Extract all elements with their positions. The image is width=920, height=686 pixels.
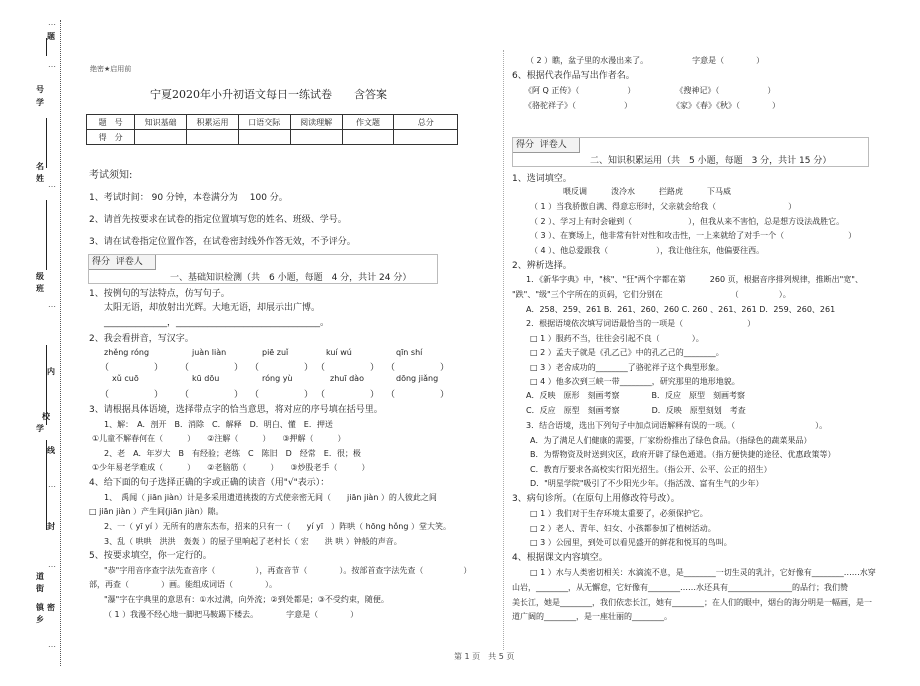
question-option: D．"明星学院"吸引了不少阳光少年。（指活泼、富有生气的少年） bbox=[530, 479, 764, 488]
sidebar-label: 封 bbox=[47, 522, 55, 531]
notice-item: 3、请在试卷指定位置作答，在试卷密封线外作答无效，不予评分。 bbox=[89, 237, 356, 247]
question-option: B．为帮物资及时送到灾区，政府开辟了绿色通道。（指方便快捷的途径、优惠政策等） bbox=[530, 450, 836, 459]
sidebar-label: 学 bbox=[36, 424, 44, 433]
table-header: 积累运用 bbox=[187, 115, 239, 130]
question-item[interactable]: 2．根据语境依次填写词语最恰当的一项是（ ） bbox=[526, 319, 756, 328]
question-item[interactable]: （ 4 ）、他总爱跟我（ ），我让他往东，他偏要往西。 bbox=[530, 246, 765, 255]
sidebar-dots: … bbox=[48, 300, 56, 309]
question: 6、根据代表作品写出作者名。 bbox=[512, 71, 635, 81]
question-item[interactable]: 《骆驼祥子》（ ） 《家》《春》《秋》（ ） bbox=[524, 101, 780, 110]
question: 4、给下面的句子选择正确的字或正确的读音（用"√"表示）： bbox=[89, 478, 330, 488]
question: 2、辨析选择。 bbox=[512, 261, 572, 271]
sidebar-dots: … bbox=[48, 560, 56, 569]
binding-mark bbox=[46, 118, 47, 168]
score-table bbox=[86, 114, 458, 145]
question-item[interactable]: "跌"、"级"三个字所在的页码，它们分别在 （ ）。 bbox=[512, 290, 791, 299]
binding-mark bbox=[46, 200, 47, 270]
pinyin: juàn liàn bbox=[192, 348, 227, 357]
question-item[interactable]: （ 2 ）瞧，盆子里的水漫出来了。 字意是（ ） bbox=[526, 56, 765, 65]
sidebar-label: 道 bbox=[36, 572, 44, 581]
question-item[interactable]: □ 2 ）老人、青年、妇女、小孩都参加了植树活动。 bbox=[530, 524, 716, 533]
table-header: 总分 bbox=[394, 115, 458, 130]
section-title: 二、知识积累运用（共 5 小题，每题 3 分，共计 15 分） bbox=[590, 156, 832, 166]
question: 5、按要求填空，你一定行的。 bbox=[89, 551, 212, 561]
sidebar-dots: … bbox=[48, 640, 56, 649]
question-item[interactable]: 部，再查（ ）画。能组成词语（ ）。 bbox=[89, 580, 277, 589]
question-options: 1、解： A．剖开 B．消除 C．解释 D．明白、懂 E．押送 bbox=[104, 420, 333, 429]
question-item[interactable]: □ 3 ）公园里，到处可以看见盛开的鲜花和悦耳的鸟叫。 bbox=[530, 538, 732, 547]
sidebar-label: 题 bbox=[47, 32, 55, 41]
sidebar-label: 班 bbox=[36, 284, 44, 293]
question-option: C．教育厅要求各高校实行阳光招生。（指公开、公平、公正的招生） bbox=[530, 465, 772, 474]
table-cell: 得 分 bbox=[87, 130, 135, 145]
page-title: 宁夏2020年小升初语文每日一练试卷 含答案 bbox=[150, 88, 387, 101]
notice-item: 1、考试时间： 90 分钟，本卷满分为 100 分。 bbox=[89, 193, 288, 203]
table-row bbox=[87, 115, 458, 130]
sidebar-dots: … bbox=[48, 18, 56, 27]
answer-paren[interactable]: （ ） bbox=[316, 363, 380, 373]
question-item[interactable]: 1、 禹闻（ jiān jiàn）计是多采用遗道挑拨的方式使亲密无间（ jiān jiàn ）的人彼此之间 bbox=[104, 493, 437, 502]
table-cell[interactable] bbox=[342, 130, 394, 145]
answer-paren[interactable]: （ ） bbox=[250, 363, 314, 373]
question-options: A．反映 原形 刻画考察 B．反应 原型 刻画考察 bbox=[526, 391, 745, 400]
question: 2、我会看拼音，写汉字。 bbox=[89, 334, 194, 344]
question-item[interactable]: （ 2 ）、学习上有时会碰到（ ），但我从来不害怕，总是想方设法战胜它。 bbox=[530, 217, 845, 226]
question-item[interactable]: （ 1 ）我漫不经心地一脚把马鞍踢下楼去。 字意是（ ） bbox=[104, 610, 359, 619]
question: 4、根据课文内容填空。 bbox=[512, 553, 608, 563]
pinyin: zhuī dào bbox=[330, 374, 364, 383]
column-divider bbox=[503, 50, 504, 650]
table-header: 阅读理解 bbox=[290, 115, 342, 130]
table-cell[interactable] bbox=[290, 130, 342, 145]
sidebar-label: 名 bbox=[36, 162, 44, 171]
sidebar-label: 街 bbox=[36, 584, 44, 593]
sidebar-label: 姓 bbox=[36, 174, 44, 183]
sidebar-dots: … bbox=[48, 180, 56, 189]
answer-paren[interactable]: （ ） bbox=[316, 390, 380, 400]
question-item[interactable]: □ 1 ）服药不当，往往会引起不良（ ）。 bbox=[530, 334, 704, 343]
table-cell[interactable] bbox=[187, 130, 239, 145]
question-option: A．为了满足人们健康的需要，厂家纷纷推出了绿色食品。（指绿色的蔬菜果品） bbox=[530, 436, 812, 445]
question-item[interactable]: 美长江，她是________，我们依恋长江，她有________；在人们的眼中，烟台的海分明是一幅画，是一 bbox=[512, 598, 872, 607]
question-item: 1．《新华字典》中，"核"、"狂"两个字都在第 260 页，根据音序排列规律，推断出"宽"、 bbox=[526, 275, 863, 284]
question-item[interactable]: □ 4 ）他多次到三峡一带________，研究那里的地形地貌。 bbox=[530, 377, 740, 386]
word-bank: 喂反调 泼冷水 拦路虎 下马威 bbox=[563, 187, 731, 196]
secret-label: 绝密★启用前 bbox=[90, 65, 132, 73]
sidebar-label: 镇 bbox=[36, 603, 44, 612]
example-sentence: 太阳无语，却放射出光辉。大地无语，却展示出广博。 bbox=[104, 303, 321, 313]
question-item: 2、老 A．年岁大 B 有经验；老练 C 陈旧 D 经常 E．很；极 bbox=[104, 449, 361, 458]
question-item[interactable]: 2、一（ yī yí ）无所有的唐东杰布，招来的只有一（ yí yī ）阵哄（ hōng hǒng ）堂大笑。 bbox=[104, 522, 451, 531]
answer-paren[interactable]: （ ） bbox=[100, 363, 164, 373]
pingjuanren-label: 评卷人 bbox=[115, 257, 143, 267]
answer-paren[interactable]: （ ） bbox=[180, 363, 244, 373]
pinyin: dōng jiǎng bbox=[396, 374, 439, 383]
sidebar-label: 学 bbox=[36, 98, 44, 107]
pinyin: qīn shí bbox=[396, 348, 423, 357]
question-item[interactable]: 道广阔的________，是一座壮丽的________。 bbox=[512, 612, 672, 621]
sidebar-dots: … bbox=[48, 60, 56, 69]
sidebar-label: 密 bbox=[47, 603, 55, 612]
defen-label: 得分 bbox=[516, 140, 535, 150]
question: 3、请根据具体语境，选择带点字的恰当意思，将对应的序号填在括号里。 bbox=[89, 405, 383, 415]
table-cell[interactable] bbox=[135, 130, 187, 145]
table-header: 题 号 bbox=[87, 115, 135, 130]
pinyin: róng yù bbox=[262, 374, 293, 383]
question-item[interactable]: 3．结合语境，选出下列句子中加点词语解释有误的一项。（ ）。 bbox=[526, 421, 828, 430]
question-item[interactable]: □ 1 ）我们对于生存环境太重要了，必须保护它。 bbox=[530, 509, 708, 518]
question-item: "瀑"字在字典里的意思有：①水过满，向外流；②到处都是；③不受约束，随便。 bbox=[104, 595, 389, 604]
pinyin: zhěng róng bbox=[104, 348, 150, 357]
sidebar-label: 内 bbox=[47, 367, 55, 376]
pinyin: piē zuǐ bbox=[262, 348, 289, 357]
question-item[interactable]: 《阿 Q 正传》（ ） 《搜神记》（ ） bbox=[524, 86, 776, 95]
sidebar-dots: … bbox=[48, 480, 56, 489]
defen-label: 得分 bbox=[92, 257, 111, 267]
question-item[interactable]: "恭"字用音序查字法先查音序（ ），再查音节（ ）。按部首查字法先查（ ） bbox=[104, 566, 472, 575]
notice-item: 2、请首先按要求在试卷的指定位置填写您的姓名、班级、学号。 bbox=[89, 215, 347, 225]
question-options: C．反应 原型 刻画考察 D．反映 原型刻划 考查 bbox=[526, 406, 746, 415]
question-item[interactable]: □ jiān jiàn ）产生间(jiān jiàn）隙。 bbox=[89, 507, 224, 516]
answer-paren[interactable]: （ ） bbox=[180, 390, 244, 400]
pinyin: xǔ cuō bbox=[112, 374, 139, 383]
question-item[interactable]: ①儿童不解春何在（ ） ②注解（ ） ③押解（ ） bbox=[92, 434, 346, 443]
question-item[interactable]: （ 3 ）、在赛场上，他非常有针对性和攻击性，一上来就给了对手一个（ ） bbox=[530, 231, 857, 240]
question-item[interactable]: □ 2 ）孟夫子就是《孔乙己》中的孔乙己的________。 bbox=[530, 348, 724, 357]
question-item[interactable]: □ 1 ）水与人类密切相关：水滴流不息，是________一切生灵的乳汁，它好像有________……水穿 bbox=[530, 568, 876, 577]
notice-title: 考试须知: bbox=[89, 170, 133, 181]
table-header: 知识基础 bbox=[135, 115, 187, 130]
question: 1、按例句的写法特点，仿写句子。 bbox=[89, 289, 230, 299]
answer-paren[interactable]: （ ） bbox=[386, 390, 450, 400]
table-cell[interactable] bbox=[238, 130, 290, 145]
pinyin: kū dōu bbox=[192, 374, 220, 383]
pinyin: kuí wú bbox=[326, 348, 352, 357]
question-item[interactable]: 3、乱（ 哄哄 洪洪 轰轰 ）的屋子里响起了老村长（ 宏 洪 哄 ）钟般的声音。 bbox=[104, 537, 402, 546]
question: 3、病句诊所。（在原句上用修改符号改）。 bbox=[512, 494, 680, 504]
sidebar-label: 校 bbox=[42, 412, 50, 421]
page-number: 第 1 页 共 5 页 bbox=[454, 652, 515, 661]
pingjuanren-label: 评卷人 bbox=[539, 140, 567, 150]
table-row bbox=[87, 130, 458, 145]
question: 1、选词填空。 bbox=[512, 174, 572, 184]
sidebar-label: 级 bbox=[36, 272, 44, 281]
question-item[interactable]: □ 3 ）老舍成功的________了骆驼祥子这个典型形象。 bbox=[530, 363, 724, 372]
question-item[interactable]: 山岩，________，从无懈怠，它好像有________……水还具有________________的品行；我们赞 bbox=[512, 583, 848, 592]
answer-blank[interactable]: ______________，________________________________。 bbox=[104, 318, 330, 328]
question-item[interactable]: （ 1 ）当我骄傲自满、得意忘形时，父亲就会给我（ ） bbox=[530, 202, 797, 211]
binding-dotted-line-inner bbox=[60, 20, 61, 666]
table-header: 口语交际 bbox=[238, 115, 290, 130]
question-options: A．258、259、261 B．261、260、260 C. 260 、261、261 D．259、260、261 bbox=[526, 305, 836, 314]
question-item[interactable]: ①少年易老学难成（ ） ②老脑筋（ ） ③炒股老手（ ） bbox=[92, 463, 370, 472]
sidebar-label: 号 bbox=[36, 85, 44, 94]
answer-paren[interactable]: （ ） bbox=[386, 363, 450, 373]
sidebar-label: 线 bbox=[47, 446, 55, 455]
answer-paren[interactable]: （ ） bbox=[250, 390, 314, 400]
table-header: 作文题 bbox=[342, 115, 394, 130]
sidebar-label: 乡 bbox=[36, 615, 44, 624]
section-title: 一、基础知识检测（共 6 小题，每题 4 分，共计 24 分） bbox=[170, 273, 412, 283]
table-cell[interactable] bbox=[394, 130, 458, 145]
answer-paren[interactable]: （ ） bbox=[100, 390, 164, 400]
